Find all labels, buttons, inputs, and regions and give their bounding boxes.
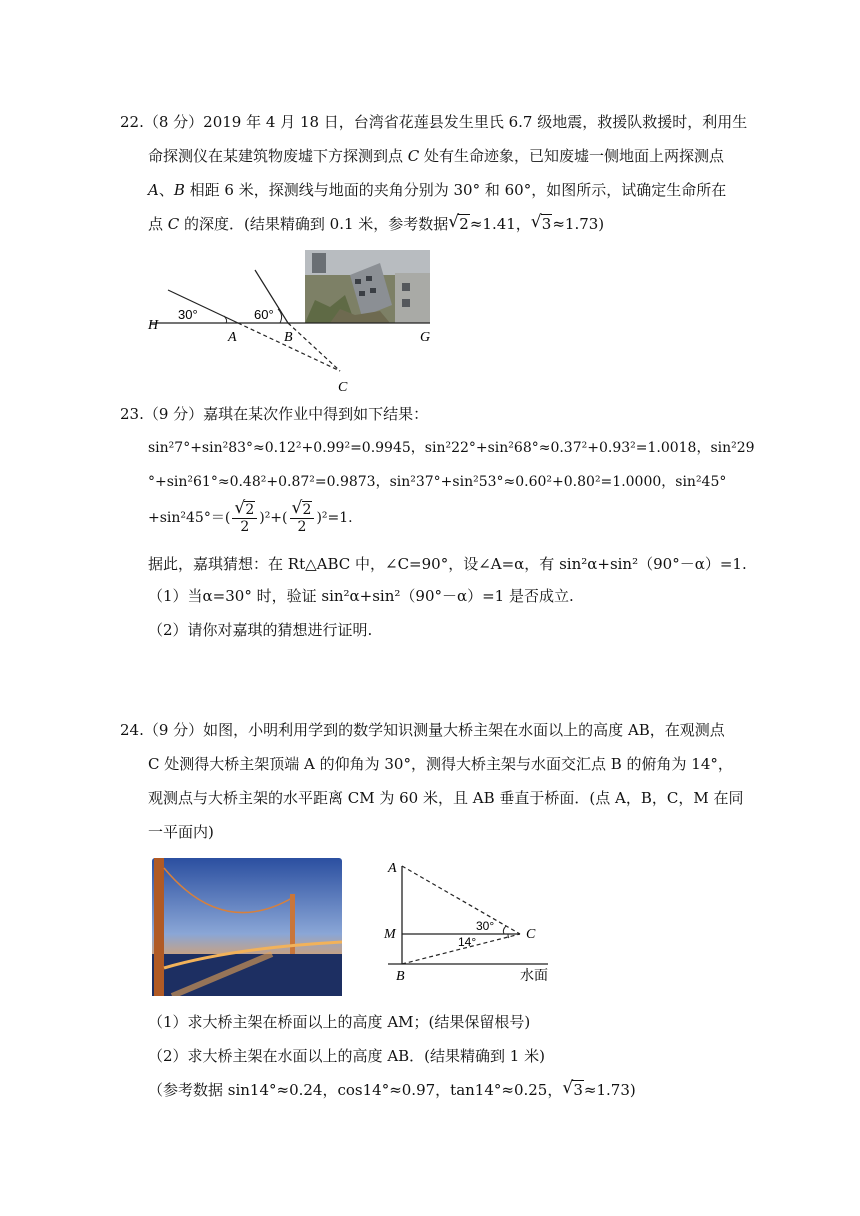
water-surface-label: 水面 xyxy=(520,968,548,983)
text: ≈1.73) xyxy=(552,215,605,233)
text: +sin²45°＝( xyxy=(148,510,231,526)
text: 、 xyxy=(158,181,174,199)
q23-sub-2: （2）请你对嘉琪的猜想进行证明. xyxy=(148,621,373,639)
sqrt-symbol xyxy=(531,214,553,234)
q23-line-4 xyxy=(148,500,353,536)
fraction-root2-over-2 xyxy=(232,502,257,535)
label-a: A xyxy=(228,330,237,345)
q22-figure xyxy=(140,245,440,395)
sqrt-symbol xyxy=(292,502,313,518)
q22-line-4 xyxy=(148,214,604,234)
q22-line-1: 22.（8 分）2019 年 4 月 18 日，台湾省花莲县发生里氏 6.7 级地震，救援队救援时，利用生 xyxy=(120,113,748,131)
label-c: C xyxy=(526,927,536,942)
denominator: 2 xyxy=(240,518,250,535)
q24-reference-data xyxy=(148,1080,636,1100)
text: ≈1.41， xyxy=(469,215,531,233)
q22-line-2 xyxy=(148,146,724,166)
text: 的深度．(结果精确到 0.1 米，参考数据 xyxy=(179,215,449,233)
angle-label-30: 30° xyxy=(476,919,495,933)
q24-line-4: 一平面内) xyxy=(148,823,214,841)
sqrt-symbol xyxy=(562,1080,584,1100)
angle-label-30: 30° xyxy=(178,307,198,322)
label-g: G xyxy=(420,330,431,345)
q24-line-3: 观测点与大桥主架的水平距离 CM 为 60 米，且 AB 垂直于桥面．(点 A，B，C，M 在同 xyxy=(148,789,744,807)
point-label: C xyxy=(407,147,420,165)
text: )²=1. xyxy=(316,510,353,526)
angle-label-14: 14° xyxy=(458,935,477,949)
label-h: H xyxy=(148,318,159,333)
fraction-root2-over-2 xyxy=(290,502,315,535)
dashed-bc xyxy=(288,323,340,371)
q23-line-2: sin²7°+sin²83°≈0.12²+0.99²=0.9945，sin²22°+sin²68°≈0.37²+0.93²=1.0018，sin²29 xyxy=(148,440,755,456)
text: )²+( xyxy=(259,510,288,526)
angle-arc-30 xyxy=(503,926,506,934)
q24-line-2: C 处测得大桥主架顶端 A 的仰角为 30°，测得大桥主架与水面交汇点 B 的俯角为 14°， xyxy=(148,755,733,773)
label-c: C xyxy=(338,380,348,395)
radicand: 3 xyxy=(541,215,552,233)
point-label: C xyxy=(167,215,180,233)
point-label: B xyxy=(173,181,185,199)
q22-line-3 xyxy=(148,180,726,200)
radicand: 2 xyxy=(302,501,312,518)
q23-line-3: °+sin²61°≈0.48²+0.87²=0.9873，sin²37°+sin²53°≈0.60²+0.80²=1.0000，sin²45° xyxy=(148,474,727,490)
q24-sub-2: （2）求大桥主架在水面以上的高度 AB．(结果精确到 1 米) xyxy=(148,1047,545,1065)
rubble-photo xyxy=(305,250,430,323)
q23-line-1: 23.（9 分）嘉琪在某次作业中得到如下结果： xyxy=(120,405,429,423)
angle-label-60: 60° xyxy=(254,307,274,322)
text: 处有生命迹象，已知废墟一侧地面上两探测点 xyxy=(419,147,725,165)
text: （参考数据 sin14°≈0.24，cos14°≈0.97，tan14°≈0.25， xyxy=(148,1081,563,1099)
radicand: 2 xyxy=(459,215,469,233)
label-a: A xyxy=(388,861,397,876)
radicand: 3 xyxy=(573,1081,583,1099)
text: 命探测仪在某建筑物废墟下方探测到点 xyxy=(148,147,408,165)
radicand: 2 xyxy=(245,501,255,518)
q24-line-1: 24.（9 分）如图，小明利用学到的数学知识测量大桥主架在水面以上的高度 AB，在观测点 xyxy=(120,721,725,739)
denominator: 2 xyxy=(297,518,307,535)
sqrt-symbol xyxy=(448,214,470,234)
dashed-ac xyxy=(402,866,520,934)
point-label: A xyxy=(148,181,159,199)
q24-sub-1: （1）求大桥主架在桥面以上的高度 AM；(结果保留根号) xyxy=(148,1013,531,1031)
text: 相距 6 米，探测线与地面的夹角分别为 30° 和 60°，如图所示，试确定生命所在 xyxy=(184,181,727,199)
q23-sub-1: （1）当α=30° 时，验证 sin²α+sin²（90°－α）=1 是否成立. xyxy=(148,587,574,605)
q23-line-5: 据此，嘉琪猜想：在 Rt△ABC 中，∠C=90°，设∠A=α，有 sin²α+sin²（90°－α）=1. xyxy=(148,555,747,573)
text: ≈1.73) xyxy=(583,1081,636,1099)
label-b: B xyxy=(396,969,405,983)
bridge-photo xyxy=(152,858,342,996)
label-m: M xyxy=(384,927,396,942)
q24-figure xyxy=(378,858,558,983)
text: 点 xyxy=(148,215,168,233)
sqrt-symbol xyxy=(234,502,255,518)
label-b: B xyxy=(284,330,293,345)
